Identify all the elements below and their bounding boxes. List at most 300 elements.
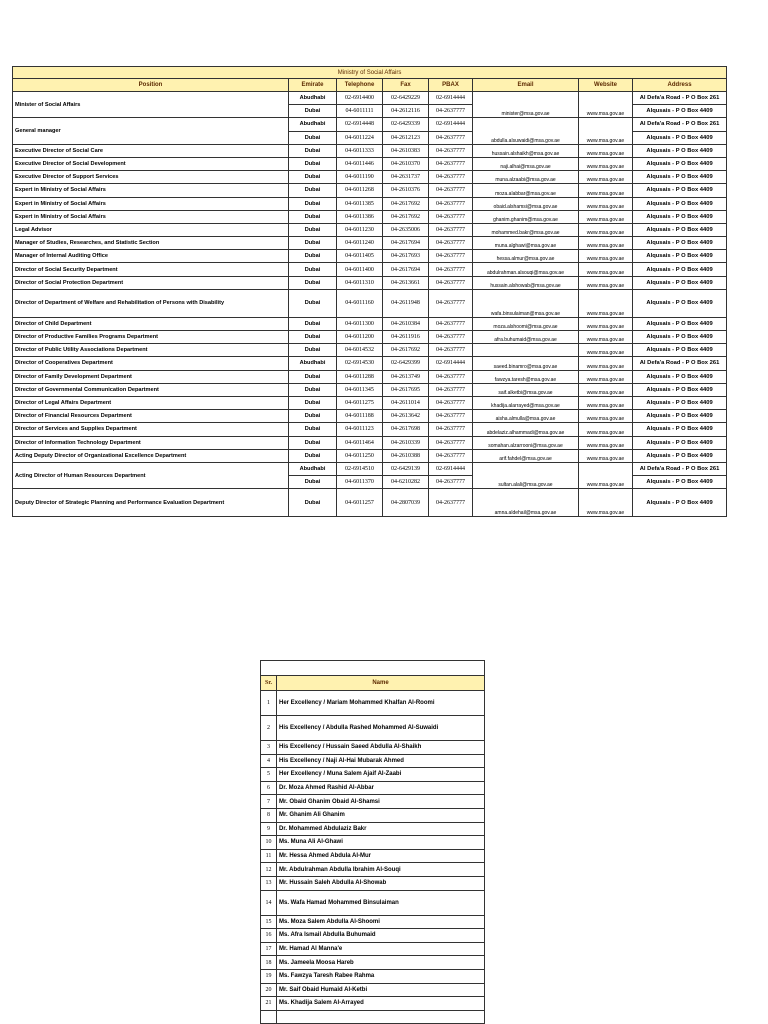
address-cell: Alqusais - P O Box 4409 [633, 396, 727, 409]
table-row [13, 210, 727, 223]
name-cell: Mr. Abdulrahman Abdulla Ibrahim Al-Souqi [277, 863, 485, 877]
name-cell [277, 1010, 485, 1024]
col-header-address: Address [633, 79, 727, 92]
pbax-cell: 04-2637777 [429, 144, 473, 157]
pbax-cell: 04-2637777 [429, 197, 473, 210]
fax-cell: 04-6210282 [383, 476, 429, 489]
telephone-cell: 04-6011400 [337, 263, 383, 276]
position-cell: General manager [13, 118, 289, 144]
sr-cell: 14 [261, 890, 277, 915]
name-cell: Ms. Jameela Moosa Hareb [277, 956, 485, 970]
pbax-cell: 04-2637777 [429, 237, 473, 250]
address-cell: Alqusais - P O Box 4409 [633, 276, 727, 289]
website-link[interactable]: www.msa.gov.ae [586, 230, 625, 237]
name-cell: His Excellency / Hussain Saeed Abdulla Al-Shaikh [277, 741, 485, 755]
table-row [261, 876, 485, 890]
sr-cell: 8 [261, 808, 277, 822]
website-cell [579, 331, 633, 344]
position-cell: Director of Financial Resources Department [13, 410, 289, 423]
sr-cell: 19 [261, 969, 277, 983]
website-link[interactable]: www.msa.gov.ae [586, 389, 625, 396]
table-row [261, 754, 485, 768]
website-cell [579, 410, 633, 423]
website-cell [579, 263, 633, 276]
table-row [13, 223, 727, 236]
emirate-cell: Dubai [289, 344, 337, 357]
emirate-cell: Abudhabi [289, 92, 337, 105]
emirate-cell: Dubai [289, 370, 337, 383]
names-table-header-row [261, 676, 485, 691]
col-header-fax: Fax [383, 79, 429, 92]
address-cell: Alqusais - P O Box 4409 [633, 383, 727, 396]
email-link[interactable]: arif.fahdel@msa.gov.ae [499, 455, 552, 462]
table-row [13, 171, 727, 184]
email-cell [473, 489, 579, 517]
position-cell: Executive Director of Support Services [13, 171, 289, 184]
sr-cell: 9 [261, 822, 277, 836]
fax-cell: 04-2610388 [383, 449, 429, 462]
table-row [13, 462, 727, 475]
table-row [13, 436, 727, 449]
table-row [261, 997, 485, 1011]
email-link[interactable]: sultan.alali@msa.gov.ae [498, 482, 553, 489]
website-link[interactable]: www.msa.gov.ae [586, 190, 625, 197]
telephone-cell: 04-6011464 [337, 436, 383, 449]
email-cell [473, 357, 579, 370]
pbax-cell: 02-6914444 [429, 92, 473, 105]
email-link[interactable]: afra.buhumaid@msa.gov.ae [494, 337, 557, 344]
fax-cell: 02-6429339 [383, 118, 429, 131]
position-cell: Director of Governmental Communication Department [13, 383, 289, 396]
table-row [13, 410, 727, 423]
emirate-cell: Dubai [289, 410, 337, 423]
position-cell: Legal Advisor [13, 223, 289, 236]
fax-cell: 04-2611948 [383, 289, 429, 317]
website-link[interactable]: www.msa.gov.ae [586, 403, 625, 410]
telephone-cell: 04-6011345 [337, 383, 383, 396]
email-cell [473, 197, 579, 210]
email-link[interactable]: wafa.binsulaiman@msa.gov.ae [490, 310, 561, 317]
pbax-cell: 04-2637777 [429, 489, 473, 517]
website-link[interactable]: www.msa.gov.ae [586, 216, 625, 223]
table-row [13, 396, 727, 409]
fax-cell: 04-2631737 [383, 171, 429, 184]
position-cell: Minister of Social Affairs [13, 92, 289, 118]
pbax-cell: 04-2637777 [429, 331, 473, 344]
position-cell: Manager of Internal Auditing Office [13, 250, 289, 263]
address-cell: Alqusais - P O Box 4409 [633, 317, 727, 330]
website-cell [579, 370, 633, 383]
address-cell: Alqusais - P O Box 4409 [633, 105, 727, 118]
emirate-cell: Dubai [289, 436, 337, 449]
website-link[interactable]: www.msa.gov.ae [586, 282, 625, 289]
fax-cell: 04-2610383 [383, 144, 429, 157]
website-cell [579, 118, 633, 144]
sr-cell: 2 [261, 716, 277, 741]
position-cell: Director of Social Security Department [13, 263, 289, 276]
email-link[interactable]: abdelaziz.alhammadi@msa.gov.ae [486, 429, 565, 436]
name-cell: Dr. Mohammed Abdulaziz Bakr [277, 822, 485, 836]
telephone-cell: 04-6011230 [337, 223, 383, 236]
table-row [261, 915, 485, 929]
address-cell: Alqusais - P O Box 4409 [633, 344, 727, 357]
fax-cell: 04-2617692 [383, 344, 429, 357]
email-link[interactable]: moza.alshoomi@msa.gov.ae [493, 324, 558, 330]
email-link[interactable]: minister@msa.gov.ae [501, 111, 550, 118]
website-link[interactable]: www.msa.gov.ae [586, 256, 625, 263]
website-link[interactable]: www.msa.gov.ae [586, 455, 625, 462]
sr-cell: 4 [261, 754, 277, 768]
address-cell: Al Defa'a Road - P O Box 261 [633, 462, 727, 475]
table-row [261, 795, 485, 809]
website-link[interactable]: www.msa.gov.ae [586, 482, 625, 489]
sr-cell: 20 [261, 983, 277, 997]
fax-cell: 04-2610376 [383, 184, 429, 197]
emirate-cell: Dubai [289, 263, 337, 276]
table-row [13, 370, 727, 383]
emirate-cell: Dubai [289, 289, 337, 317]
fax-cell: 04-2617694 [383, 237, 429, 250]
sr-cell: 18 [261, 956, 277, 970]
website-cell [579, 92, 633, 118]
website-link[interactable]: www.msa.gov.ae [586, 510, 625, 517]
website-link[interactable]: www.msa.gov.ae [586, 203, 625, 210]
email-link[interactable]: mohammed.bakr@msa.gov.ae [491, 230, 560, 237]
position-cell: Director of Services and Supplies Department [13, 423, 289, 436]
table-row [13, 237, 727, 250]
telephone-cell: 04-6011310 [337, 276, 383, 289]
emirate-cell: Dubai [289, 210, 337, 223]
sr-cell: 16 [261, 929, 277, 943]
address-cell: Alqusais - P O Box 4409 [633, 423, 727, 436]
table-row [261, 849, 485, 863]
email-cell [473, 449, 579, 462]
fax-cell: 02-6429399 [383, 357, 429, 370]
table-row [13, 92, 727, 105]
email-link[interactable]: somahan.alzarrooni@msa.gov.ae [488, 442, 563, 449]
email-link[interactable]: moza.alabbar@msa.gov.ae [495, 190, 556, 197]
website-cell [579, 383, 633, 396]
email-cell [473, 210, 579, 223]
telephone-cell: 04-6011275 [337, 396, 383, 409]
sr-cell: 10 [261, 836, 277, 850]
telephone-cell: 04-6011268 [337, 184, 383, 197]
pbax-cell: 04-2637777 [429, 476, 473, 489]
name-cell: Mr. Hussain Saleh Abdulla Al-Showab [277, 876, 485, 890]
email-cell [473, 171, 579, 184]
position-cell: Director of Department of Welfare and Rehabilitation of Persons with Disability [13, 289, 289, 317]
table-row [13, 383, 727, 396]
email-cell [473, 276, 579, 289]
col-header-sr: Sr. [261, 676, 277, 691]
name-cell: Mr. Ghanim Ali Ghanim [277, 808, 485, 822]
emirate-cell: Dubai [289, 197, 337, 210]
emirate-cell: Dubai [289, 223, 337, 236]
emirate-cell: Dubai [289, 317, 337, 330]
website-link[interactable]: www.msa.gov.ae [586, 350, 625, 357]
emirate-cell: Dubai [289, 237, 337, 250]
website-link[interactable]: www.msa.gov.ae [586, 324, 625, 330]
website-link[interactable]: www.msa.gov.ae [586, 243, 625, 250]
website-cell [579, 423, 633, 436]
address-cell: Alqusais - P O Box 4409 [633, 331, 727, 344]
fax-cell: 04-2617698 [383, 423, 429, 436]
address-cell: Alqusais - P O Box 4409 [633, 410, 727, 423]
fax-cell: 04-2613661 [383, 276, 429, 289]
email-link[interactable]: hussain.alshowab@msa.gov.ae [490, 282, 561, 289]
pbax-cell: 04-2637777 [429, 410, 473, 423]
email-cell [473, 410, 579, 423]
table-row [13, 344, 727, 357]
table-row [13, 184, 727, 197]
sr-cell: 21 [261, 997, 277, 1011]
website-cell [579, 157, 633, 170]
website-link[interactable]: www.msa.gov.ae [586, 137, 625, 144]
fax-cell: 04-2613642 [383, 410, 429, 423]
email-cell [473, 423, 579, 436]
address-cell: Al Defa'a Road - P O Box 261 [633, 357, 727, 370]
email-link[interactable]: ghanim.ghanim@msa.gov.ae [493, 216, 558, 223]
address-cell: Alqusais - P O Box 4409 [633, 289, 727, 317]
table-row [13, 449, 727, 462]
pbax-cell: 04-2637777 [429, 276, 473, 289]
address-cell: Alqusais - P O Box 4409 [633, 263, 727, 276]
fax-cell: 02-6429139 [383, 462, 429, 475]
telephone-cell: 04-6011200 [337, 331, 383, 344]
telephone-cell: 04-6014532 [337, 344, 383, 357]
address-cell: Alqusais - P O Box 4409 [633, 489, 727, 517]
email-cell [473, 462, 579, 488]
name-cell: His Excellency / Naji Al-Hai Mubarak Ahmed [277, 754, 485, 768]
table-row [13, 357, 727, 370]
email-cell [473, 383, 579, 396]
website-cell [579, 237, 633, 250]
table-row [13, 289, 727, 317]
col-header-name: Name [277, 676, 485, 691]
website-link[interactable]: www.msa.gov.ae [586, 442, 625, 449]
address-cell: Alqusais - P O Box 4409 [633, 131, 727, 144]
address-cell: Alqusais - P O Box 4409 [633, 370, 727, 383]
table-row [13, 144, 727, 157]
table-row [13, 331, 727, 344]
position-cell: Executive Director of Social Care [13, 144, 289, 157]
name-cell: Dr. Moza Ahmed Rashid Al-Abbar [277, 781, 485, 795]
address-cell: Alqusais - P O Box 4409 [633, 237, 727, 250]
name-cell: Ms. Wafa Hamad Mohammed Binsulaiman [277, 890, 485, 915]
fax-cell: 04-2617692 [383, 197, 429, 210]
sr-cell: 12 [261, 863, 277, 877]
website-cell [579, 250, 633, 263]
pbax-cell: 04-2637777 [429, 131, 473, 144]
email-link[interactable]: naji.alhai@msa.gov.ae [500, 164, 551, 171]
address-cell: Al Defa'a Road - P O Box 261 [633, 118, 727, 131]
pbax-cell: 04-2637777 [429, 263, 473, 276]
col-header-telephone: Telephone [337, 79, 383, 92]
pbax-cell: 04-2637777 [429, 289, 473, 317]
emirate-cell: Dubai [289, 105, 337, 118]
address-cell: Al Defa'a Road - P O Box 261 [633, 92, 727, 105]
email-link[interactable]: saeed.binamro@msa.gov.ae [493, 363, 558, 370]
name-cell: Mr. Saif Obaid Humaid Al-Ketbi [277, 983, 485, 997]
website-cell [579, 317, 633, 330]
telephone-cell: 04-6011111 [337, 105, 383, 118]
email-link[interactable]: fawzya.taresh@msa.gov.ae [494, 376, 557, 383]
pbax-cell: 04-2637777 [429, 171, 473, 184]
telephone-cell: 02-6914448 [337, 118, 383, 131]
pbax-cell: 04-2637777 [429, 184, 473, 197]
email-cell [473, 144, 579, 157]
emirate-cell: Abudhabi [289, 118, 337, 131]
fax-cell: 04-2807039 [383, 489, 429, 517]
pbax-cell: 04-2637777 [429, 223, 473, 236]
website-cell [579, 210, 633, 223]
website-cell [579, 171, 633, 184]
fax-cell: 04-2613749 [383, 370, 429, 383]
fax-cell: 04-2610370 [383, 157, 429, 170]
website-cell [579, 489, 633, 517]
email-cell [473, 237, 579, 250]
website-link[interactable]: www.msa.gov.ae [586, 111, 625, 118]
website-cell [579, 449, 633, 462]
table-row [261, 983, 485, 997]
address-cell: Alqusais - P O Box 4409 [633, 171, 727, 184]
emirate-cell: Dubai [289, 476, 337, 489]
website-link[interactable]: www.msa.gov.ae [586, 269, 625, 276]
pbax-cell: 04-2637777 [429, 436, 473, 449]
email-cell [473, 250, 579, 263]
email-link[interactable]: abdulrahman.alsouqi@msa.gov.ae [487, 269, 564, 276]
name-cell: Ms. Afra Ismail Abdulla Buhumaid [277, 929, 485, 943]
telephone-cell: 04-6011288 [337, 370, 383, 383]
fax-cell: 04-2611916 [383, 331, 429, 344]
email-link[interactable]: abdulla.alsuwaidi@msa.gov.ae [491, 137, 560, 144]
position-cell: Deputy Director of Strategic Planning and Performance Evaluation Department [13, 489, 289, 517]
email-link[interactable]: hessa.almur@msa.gov.ae [496, 256, 555, 263]
emirate-cell: Dubai [289, 157, 337, 170]
email-link[interactable]: khadija.alarrayed@msa.gov.ae [491, 403, 560, 410]
telephone-cell: 04-6011188 [337, 410, 383, 423]
email-link[interactable]: hussain.alshaikh@msa.gov.ae [491, 150, 560, 157]
sr-cell: 11 [261, 849, 277, 863]
fax-cell: 02-6429229 [383, 92, 429, 105]
telephone-cell: 04-6011446 [337, 157, 383, 170]
website-link[interactable]: www.msa.gov.ae [586, 363, 625, 370]
fax-cell: 04-2617693 [383, 250, 429, 263]
address-cell: Alqusais - P O Box 4409 [633, 436, 727, 449]
table-title: Ministry of Social Affairs [13, 67, 727, 79]
table-row [261, 942, 485, 956]
name-cell: Her Excellency / Muna Salem Ajaif Al-Zaabi [277, 768, 485, 782]
sr-cell: 17 [261, 942, 277, 956]
email-cell [473, 263, 579, 276]
names-table [260, 660, 485, 1024]
website-cell [579, 357, 633, 370]
email-link[interactable]: amna.aldehail@msa.gov.ae [494, 510, 557, 517]
email-link[interactable]: obaid.alshamsi@msa.gov.ae [493, 203, 558, 210]
fax-cell: 04-2617695 [383, 383, 429, 396]
table-row [261, 768, 485, 782]
address-cell: Alqusais - P O Box 4409 [633, 157, 727, 170]
table-row [261, 1010, 485, 1024]
name-cell: Ms. Moza Salem Abdulla Al-Shoomi [277, 915, 485, 929]
pbax-cell: 04-2637777 [429, 396, 473, 409]
email-cell [473, 436, 579, 449]
email-link[interactable]: saif.alketbi@msa.gov.ae [498, 389, 553, 396]
website-link[interactable]: www.msa.gov.ae [586, 337, 625, 344]
pbax-cell: 04-2637777 [429, 105, 473, 118]
email-cell [473, 396, 579, 409]
pbax-cell: 04-2637777 [429, 383, 473, 396]
fax-cell: 04-2635006 [383, 223, 429, 236]
address-cell: Alqusais - P O Box 4409 [633, 144, 727, 157]
email-cell [473, 184, 579, 197]
position-cell: Expert in Ministry of Social Affairs [13, 197, 289, 210]
emirate-cell: Dubai [289, 131, 337, 144]
website-link[interactable]: www.msa.gov.ae [586, 150, 625, 157]
position-cell: Executive Director of Social Development [13, 157, 289, 170]
table-row [13, 423, 727, 436]
website-link[interactable]: www.msa.gov.ae [586, 429, 625, 436]
website-link[interactable]: www.msa.gov.ae [586, 310, 625, 317]
telephone-cell: 02-6914400 [337, 92, 383, 105]
col-header-emirate: Emirate [289, 79, 337, 92]
table-row [261, 890, 485, 915]
email-link[interactable]: muna.alghawi@msa.gov.ae [494, 243, 557, 250]
emirate-cell: Dubai [289, 383, 337, 396]
address-cell: Alqusais - P O Box 4409 [633, 184, 727, 197]
fax-cell: 04-2612123 [383, 131, 429, 144]
email-cell [473, 370, 579, 383]
website-link[interactable]: www.msa.gov.ae [586, 376, 625, 383]
fax-cell: 04-2612116 [383, 105, 429, 118]
email-link[interactable]: muna.alzaabi@msa.gov.ae [495, 177, 556, 184]
website-cell [579, 462, 633, 488]
name-cell: His Excellency / Abdulla Rashed Mohammed Al-Suwaidi [277, 716, 485, 741]
table-row [261, 822, 485, 836]
address-cell: Alqusais - P O Box 4409 [633, 223, 727, 236]
table-row [261, 929, 485, 943]
pbax-cell: 04-2637777 [429, 370, 473, 383]
email-cell [473, 92, 579, 118]
position-cell: Director of Social Protection Department [13, 276, 289, 289]
emirate-cell: Dubai [289, 171, 337, 184]
website-link[interactable]: www.msa.gov.ae [586, 164, 625, 171]
website-link[interactable]: www.msa.gov.ae [586, 416, 625, 423]
sr-cell: 15 [261, 915, 277, 929]
pbax-cell: 04-2637777 [429, 317, 473, 330]
table-row [261, 836, 485, 850]
fax-cell: 04-2610384 [383, 317, 429, 330]
table-row [261, 691, 485, 716]
position-cell: Director of Child Department [13, 317, 289, 330]
table-row [261, 716, 485, 741]
position-cell: Director of Information Technology Department [13, 436, 289, 449]
name-cell: Ms. Khadija Salem Al-Arrayed [277, 997, 485, 1011]
sr-cell: 3 [261, 741, 277, 755]
telephone-cell: 02-6914510 [337, 462, 383, 475]
email-link[interactable]: aisha.almulla@msa.gov.ae [495, 416, 556, 423]
position-cell: Acting Director of Human Resources Department [13, 462, 289, 488]
website-cell [579, 344, 633, 357]
table-row [13, 250, 727, 263]
position-cell: Expert in Ministry of Social Affairs [13, 210, 289, 223]
emirate-cell: Dubai [289, 396, 337, 409]
website-link[interactable]: www.msa.gov.ae [586, 177, 625, 184]
email-cell [473, 223, 579, 236]
sr-cell: 1 [261, 691, 277, 716]
table-row [261, 808, 485, 822]
fax-cell: 04-2611014 [383, 396, 429, 409]
